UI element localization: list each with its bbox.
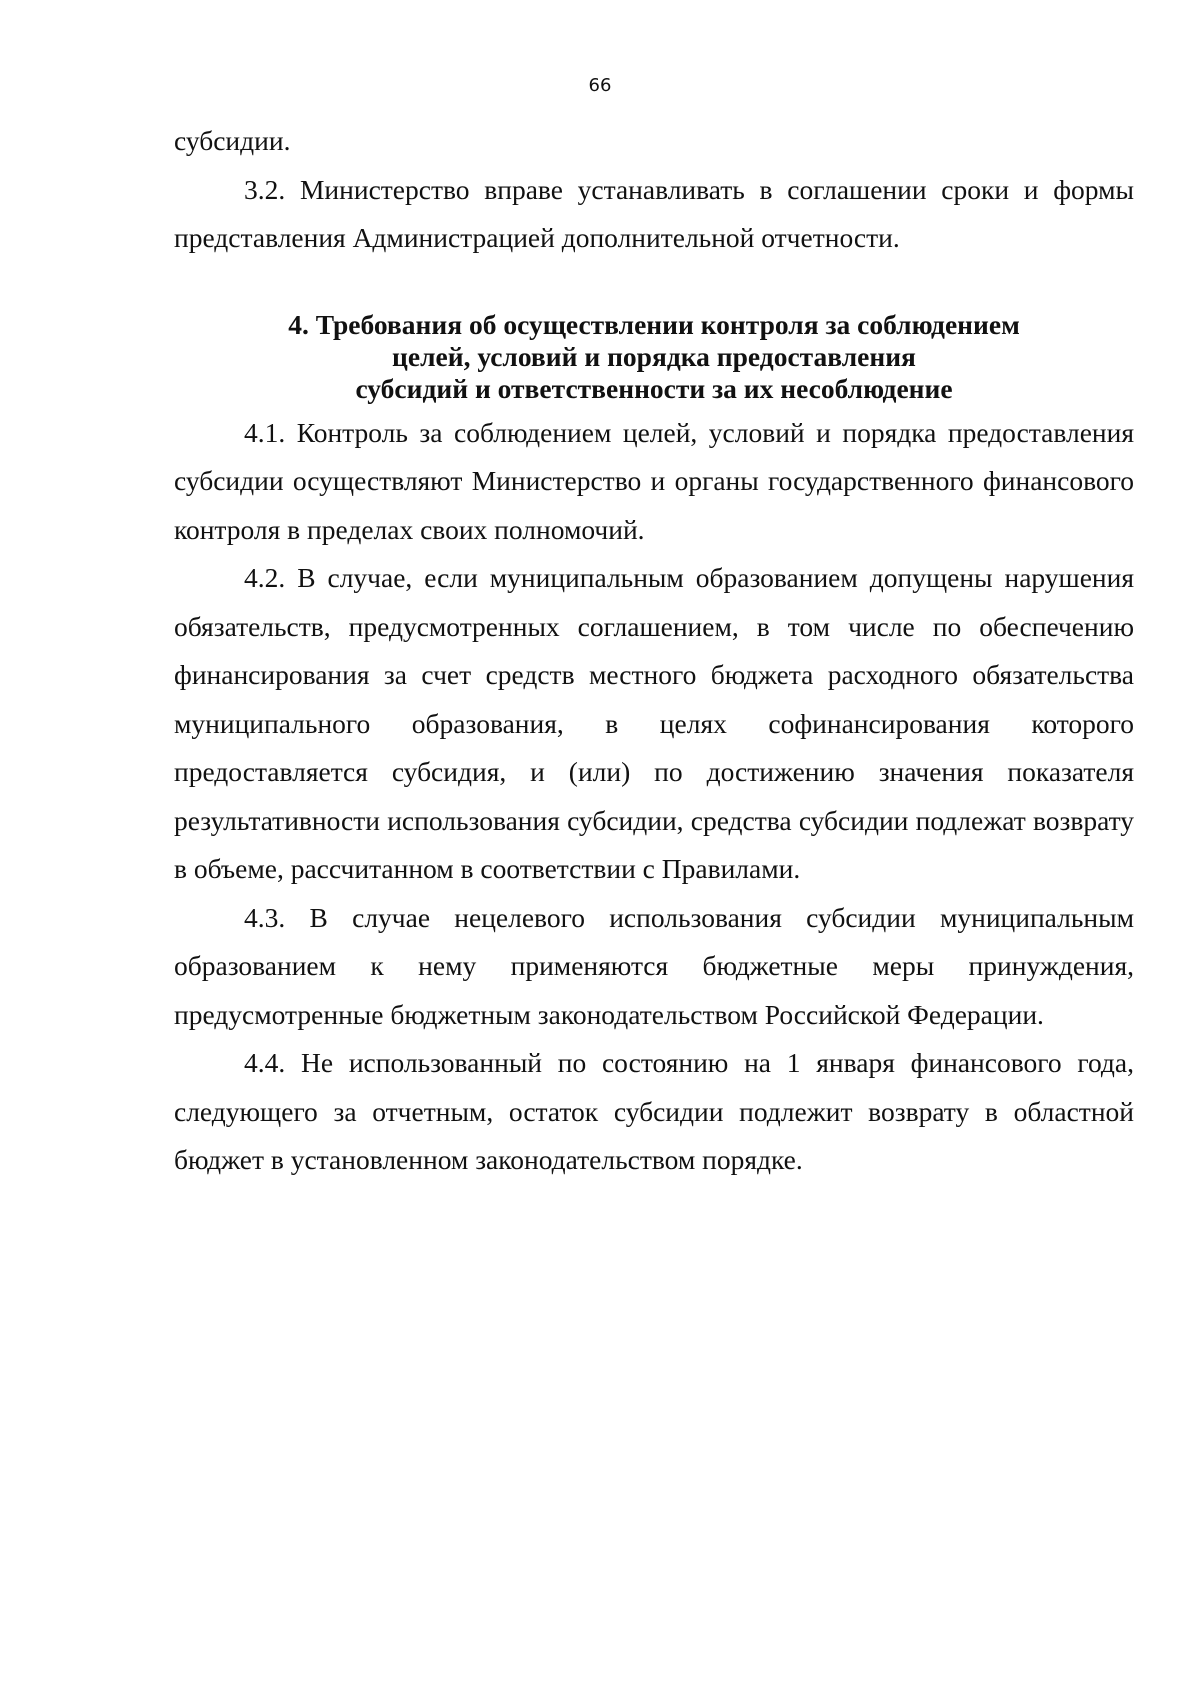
section-heading-line: субсидий и ответственности за их несоблюдение: [355, 372, 953, 404]
paragraph-3-2: 3.2. Министерство вправе устанавливать в соглашении сроки и формы представления Администрацией дополнительной отчетности.: [174, 173, 1134, 253]
section-heading-line: целей, условий и порядка предоставления: [392, 340, 916, 372]
page-number: 66: [588, 75, 612, 96]
section-4-heading: [174, 309, 1134, 405]
paragraph-4-4: 4.4. Не использованный по состоянию на 1 января финансового года, следующего за отчетным, остаток субсидии подлежит возврату в областной бюджет в установленном законодательством порядке.: [174, 1047, 1134, 1175]
paragraph-4-2: 4.2. В случае, если муниципальным образованием допущены нарушения обязательств, предусмотренных соглашением, в том числе по обеспечению финансирования за счет средств местного бюджета расходного обязательства муниципального образования, в целях софинансирования которого предоставляется субсидия, и (или) по достижению значения показателя результативности использования субсидии, средства субсидии подлежат возврату в объеме, рассчитанном в соответствии с Правилами.: [174, 562, 1134, 884]
paragraph-continuation: субсидии.: [174, 125, 291, 156]
paragraph-4-3: 4.3. В случае нецелевого использования субсидии муниципальным образованием к нему применяются бюджетные меры принуждения, предусмотренные бюджетным законодательством Российской Федерации.: [174, 901, 1134, 1030]
section-heading-line: 4. Требования об осуществлении контроля за соблюдением: [288, 308, 1020, 340]
document-body: [174, 117, 1134, 1185]
paragraph-4-1: 4.1. Контроль за соблюдением целей, условий и порядка предоставления субсидии осуществляют Министерство и органы государственного финансового контроля в пределах своих полномочий.: [174, 416, 1134, 545]
